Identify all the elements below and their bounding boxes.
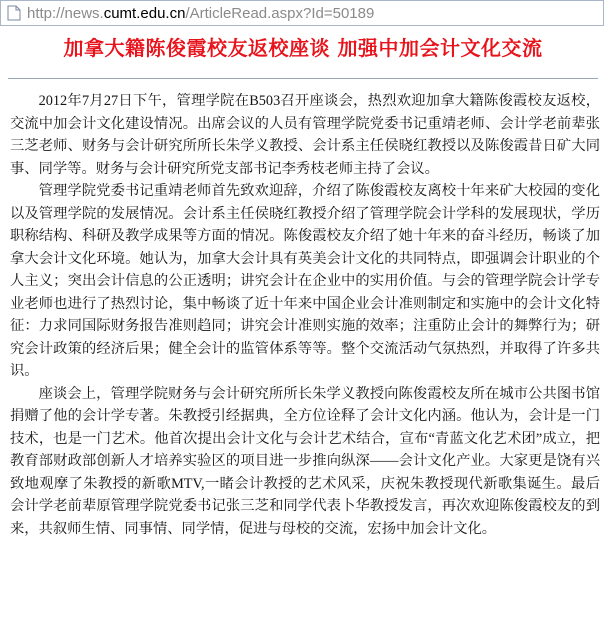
article-body bbox=[10, 90, 600, 540]
article-paragraph-1: 2012年7月27日下午，管理学院在B503召开座谈会，热烈欢迎加拿大籍陈俊霞校友返校，交流中加会计文化建设情况。出席会议的人员有管理学院党委书记重靖老师、会计学老前辈张三芝老师、财务与会计研究所所长朱学义教授、会计系主任侯晓红教授以及陈俊霞昔日矿大同事、同学等。财务与会计研究所党支部书记李秀枝老师主持了会议。 bbox=[10, 93, 600, 177]
article-paragraph-2: 管理学院党委书记重靖老师首先致欢迎辞，介绍了陈俊霞校友离校十年来矿大校园的变化以及管理学院的发展情况。会计系主任侯晓红教授介绍了管理学院会计学科的发展现状，学历职称结构、科研及教学成果等方面的情况。陈俊霞校友介绍了她十年来的奋斗经历，畅谈了加拿大会计文化环境。她认为，加拿大会计具有英美会计文化的共同特点，即强调会计职业的个人主义；突出会计信息的公正透明；讲究会计在企业中的实用价值。与会的管理学院会计学专业老师也进行了热烈讨论，集中畅谈了近十年来中国企业会计准则制定和实施中的会计文化特征：力求同国际财务报告准则趋同；讲究会计准则实施的效率；注重防止会计的舞弊行为；研究会计政策的经济后果；健全会计的监管体系等等。整个交流活动气氛热烈，并取得了许多共识。 bbox=[10, 183, 600, 379]
article-paragraph-3: 座谈会上，管理学院财务与会计研究所所长朱学义教授向陈俊霞校友所在城市公共图书馆捐赠了他的会计学专著。朱教授引经据典，全方位诠释了会计文化内涵。他认为，会计是一门技术，也是一门艺术。他首次提出会计文化与会计艺术结合，宣布“青蓝文化艺术团”成立，把教育部财政部创新人才培养实验区的项目进一步推向纵深——会计文化产业。大家更是饶有兴致地观摩了朱教授的新歌MTV,一睹会计教授的艺术风采，庆祝朱教授现代新歌集诞生。最后会计学老前辈原管理学院党委书记张三芝和同学代表卜华教授发言，再次欢迎陈俊霞校友的到来，共叙师生情、同事情、同学情，促进与母校的交流，宏扬中加会计文化。 bbox=[10, 385, 600, 537]
title-divider bbox=[8, 78, 598, 79]
page-icon bbox=[7, 5, 21, 21]
article-title: 加拿大籍陈俊霞校友返校座谈 加强中加会计文化交流 bbox=[63, 36, 543, 60]
url-text[interactable] bbox=[27, 5, 374, 22]
url-domain: cumt.edu.cn bbox=[103, 4, 186, 22]
url-path: /ArticleRead.aspx?Id=50189 bbox=[185, 4, 375, 22]
address-bar[interactable] bbox=[0, 0, 604, 26]
url-prefix: http://news. bbox=[27, 4, 104, 22]
